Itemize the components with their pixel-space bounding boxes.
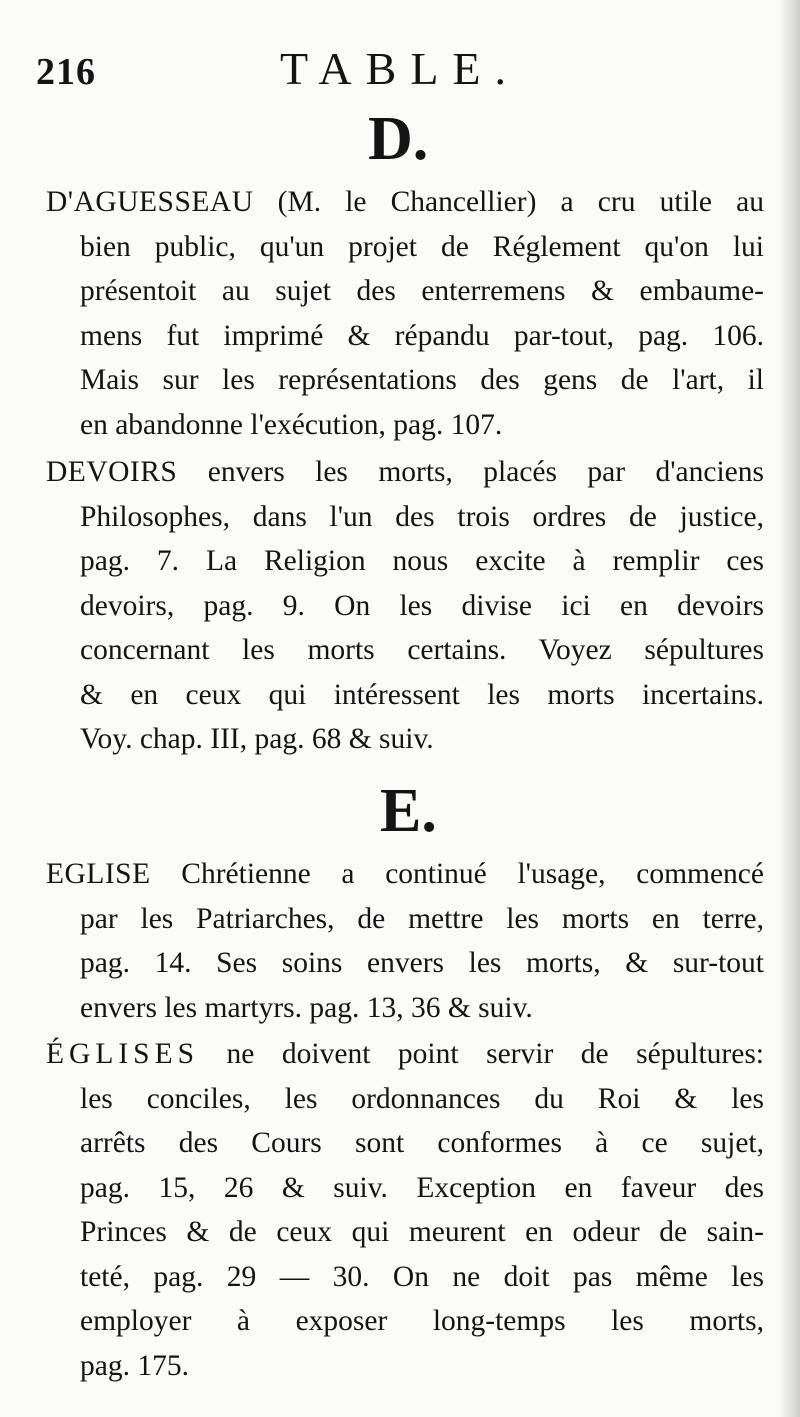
entry-text: Chrétienne a continué l'usage, commencé <box>150 858 764 890</box>
entry-line: concernant les morts certains. Voyez sépultures <box>80 634 764 666</box>
entry-headword: ÉGLISES <box>46 1038 199 1070</box>
entry-line: & en ceux qui intéressent les morts incertains. <box>80 678 764 711</box>
entry-line: pag. 15, 26 & suiv. Exception en faveur des <box>80 1171 764 1204</box>
page-gutter-shadow <box>778 0 800 1417</box>
entry-line <box>46 1032 764 1077</box>
running-title: TABLE. <box>280 43 521 94</box>
entry-line <box>46 450 764 495</box>
entry-line: bien public, qu'un projet de Réglement qu'on lui <box>80 230 764 263</box>
entry-text: envers les morts, placés par d'anciens <box>177 456 764 488</box>
entry-line: teté, pag. 29 — 30. On ne doit pas même les <box>80 1260 764 1293</box>
section-letter-d: D. <box>368 105 429 173</box>
entry-text: ne doivent point servir de sépultures: <box>199 1038 764 1070</box>
entry-line: pag. 7. La Religion nous excite à remplir ces <box>80 545 764 577</box>
entry-line: Mais sur les représentations des gens de l'art, il <box>80 364 764 396</box>
entry-line <box>46 852 764 897</box>
entry-line: arrêts des Cours sont conformes à ce sujet, <box>80 1127 764 1159</box>
index-entry-eglise <box>46 852 764 1030</box>
index-entry-daguesseau <box>46 180 764 447</box>
entry-line: Philosophes, dans l'un des trois ordres de justice, <box>80 500 764 533</box>
entry-line: devoirs, pag. 9. On les divise ici en devoirs <box>80 589 764 622</box>
entry-line: Princes & de ceux qui meurent en odeur de sain- <box>80 1216 764 1248</box>
entry-line: mens fut imprimé & répandu par-tout, pag. 106. <box>80 319 764 352</box>
entry-line: pag. 14. Ses soins envers les morts, & sur-tout <box>80 947 764 979</box>
entry-headword: DEVOIRS <box>46 456 178 488</box>
entry-line: envers les martyrs. pag. 13, 36 & suiv. <box>80 991 533 1024</box>
entry-line: présentoit au sujet des enterremens & embaume- <box>80 275 764 307</box>
entry-line: en abandonne l'exécution, pag. 107. <box>80 408 503 441</box>
index-entry-devoirs <box>46 450 764 762</box>
entry-headword: D'AGUESSEAU <box>46 186 254 218</box>
page-number: 216 <box>36 51 96 93</box>
entry-text: (M. le Chancellier) a cru utile au <box>253 186 764 218</box>
entry-line: par les Patriarches, de mettre les morts en terre, <box>80 902 764 935</box>
entry-line <box>46 180 764 225</box>
entry-line: pag. 175. <box>80 1349 189 1382</box>
entry-line: employer à exposer long-temps les morts, <box>80 1305 764 1337</box>
index-entry-eglises <box>46 1032 764 1388</box>
entry-headword: EGLISE <box>46 858 151 890</box>
section-letter-e: E. <box>380 777 437 845</box>
entry-line: Voy. chap. III, pag. 68 & suiv. <box>80 723 434 755</box>
entry-line: les conciles, les ordonnances du Roi & les <box>80 1082 764 1115</box>
